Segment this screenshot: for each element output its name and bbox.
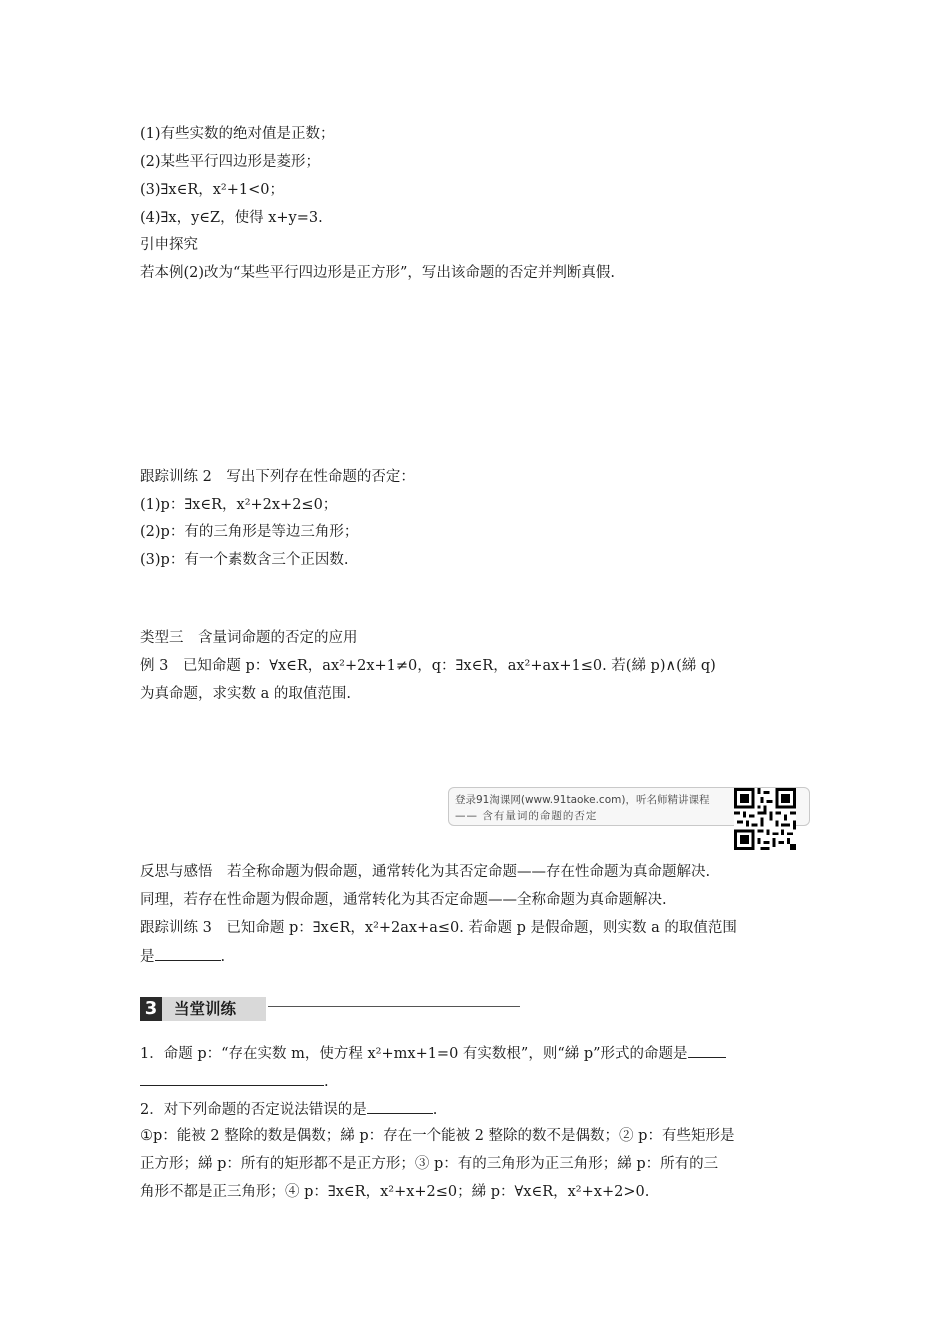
follow2-item-3: (3)p：有一个素数含三个正因数.: [140, 552, 349, 568]
reflection-line1: 反思与感悟 若全称命题为假命题，通常转化为其否定命题——存在性命题为真命题解决.: [140, 864, 711, 880]
extension-text: 若本例(2)改为“某些平行四边形是正方形”，写出该命题的否定并判断真假.: [140, 265, 615, 281]
extension-heading: 引申探究: [140, 237, 198, 253]
exercise2-opt3: 角形不都是正三角形；④ p：∃x∈R，x²+x+2≤0；綈 p：∀x∈R，x²+x+2>0.: [140, 1184, 650, 1200]
follow3-line2: [140, 946, 225, 967]
follow2-item-2: (2)p：有的三角形是等边三角形；: [140, 524, 359, 540]
example3-line1: 例 3 已知命题 p：∀x∈R，ax²+2x+1≠0，q：∃x∈R，ax²+ax+1≤0. 若(綈 p)∧(綈 q): [140, 658, 716, 674]
section-number: 3: [140, 997, 162, 1021]
exercise2-line1: [140, 1099, 437, 1120]
answer-blank[interactable]: [688, 1043, 726, 1058]
item-1: (1)有些实数的绝对值是正数；: [140, 126, 335, 142]
follow3-line1: 跟踪训练 3 已知命题 p：∃x∈R，x²+2ax+a≤0. 若命题 p 是假命题，则实数 a 的取值范围: [140, 920, 737, 936]
example3-line2: 为真命题，求实数 a 的取值范围.: [140, 686, 351, 702]
reflection-line2: 同理，若存在性命题为假命题，通常转化为其否定命题——全称命题为真命题解决.: [140, 892, 667, 908]
answer-blank[interactable]: [140, 1071, 324, 1086]
exercise2-text: 2．对下列命题的否定说法错误的是: [140, 1102, 367, 1118]
exercise1-line1: [140, 1043, 726, 1064]
exercise1-text: 1．命题 p：“存在实数 m，使方程 x²+mx+1=0 有实数根”，则“綈 p”形式的命题是: [140, 1046, 688, 1062]
follow2-item-1: (1)p：∃x∈R，x²+2x+2≤0；: [140, 497, 338, 513]
exercise2-suffix: .: [432, 1102, 438, 1118]
banner-line2: —— 含有量词的命题的否定: [455, 810, 598, 822]
follow3-prefix: 是: [140, 949, 155, 965]
item-4: (4)∃x，y∈Z，使得 x+y=3.: [140, 210, 323, 226]
item-3: (3)∃x∈R，x²+1<0；: [140, 182, 284, 198]
type3-heading: 类型三 含量词命题的否定的应用: [140, 630, 358, 646]
exercise1-line2: [140, 1071, 329, 1092]
exercise2-opt1: ①p：能被 2 整除的数是偶数；綈 p：存在一个能被 2 整除的数不是偶数；② p：有些矩形是: [140, 1128, 735, 1144]
exercise2-opt2: 正方形；綈 p：所有的矩形都不是正方形；③ p：有的三角形为正三角形；綈 p：所有的三: [140, 1156, 719, 1172]
answer-blank[interactable]: [367, 1099, 433, 1114]
follow2-title: 跟踪训练 2 写出下列存在性命题的否定：: [140, 469, 415, 485]
item-2: (2)某些平行四边形是菱形；: [140, 154, 321, 170]
section-rule: [268, 1006, 520, 1007]
section-title: 当堂训练: [162, 997, 266, 1021]
follow3-suffix: .: [220, 949, 226, 965]
exercise1-suffix: .: [324, 1074, 329, 1090]
qr-code-icon[interactable]: [734, 788, 796, 850]
banner-line1: 登录91淘课网(www.91taoke.com)，听名师精讲课程: [455, 794, 710, 806]
answer-blank[interactable]: [155, 946, 221, 961]
